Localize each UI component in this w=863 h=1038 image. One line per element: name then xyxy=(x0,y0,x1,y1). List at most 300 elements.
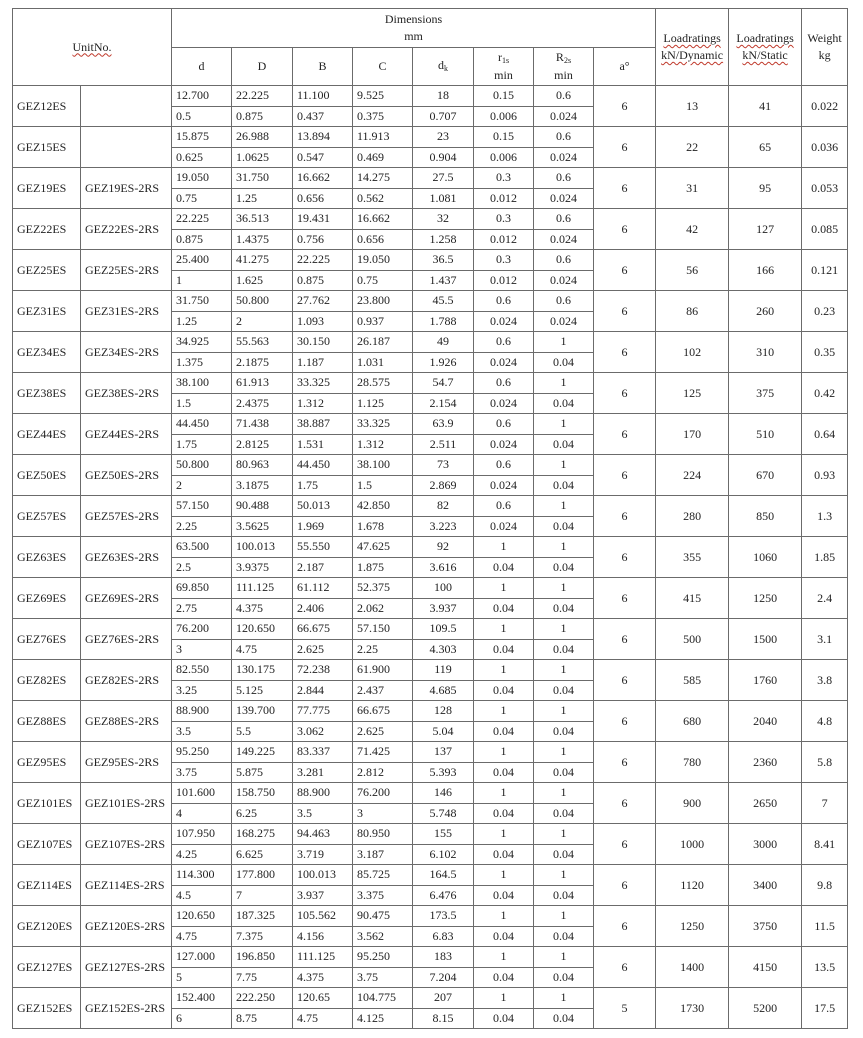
load-static-cell: 1760 xyxy=(729,660,802,701)
dim-r1s-inch-cell: 0.04 xyxy=(474,557,534,578)
dim-d-mm-cell: 31.750 xyxy=(172,291,232,312)
dim-dk-mm-cell: 155 xyxy=(413,824,474,845)
dim-B-mm-cell: 120.65 xyxy=(293,988,353,1009)
dim-C-inch-cell: 2.25 xyxy=(353,639,413,660)
load-dynamic-cell: 900 xyxy=(656,783,729,824)
dim-r1s-mm-cell: 1 xyxy=(474,578,534,599)
dim-dk-mm-cell: 27.5 xyxy=(413,168,474,189)
weight-cell: 1.85 xyxy=(802,537,848,578)
dim-d-inch-cell: 1.25 xyxy=(172,311,232,332)
angle-cell: 6 xyxy=(594,783,656,824)
weight-cell: 2.4 xyxy=(802,578,848,619)
dim-r1s-inch-cell: 0.04 xyxy=(474,680,534,701)
dim-B-mm-cell: 13.894 xyxy=(293,127,353,148)
dim-R2s-inch-cell: 0.04 xyxy=(534,1008,594,1029)
dim-C-mm-cell: 42.850 xyxy=(353,496,413,517)
table-row xyxy=(13,578,848,599)
dim-dk-mm-cell: 32 xyxy=(413,209,474,230)
header-loadratings-dynamic: Loadratings kN/Dynamic xyxy=(656,9,729,86)
dim-B-inch-cell: 2.625 xyxy=(293,639,353,660)
dim-d-inch-cell: 6 xyxy=(172,1008,232,1029)
angle-cell: 6 xyxy=(594,332,656,373)
table-row xyxy=(13,168,848,189)
load-static-cell: 1060 xyxy=(729,537,802,578)
angle-cell: 6 xyxy=(594,86,656,127)
dim-dk-inch-cell: 0.904 xyxy=(413,147,474,168)
dim-r1s-mm-cell: 0.6 xyxy=(474,373,534,394)
dim-B-inch-cell: 1.969 xyxy=(293,516,353,537)
dim-dk-mm-cell: 63.9 xyxy=(413,414,474,435)
unit-no-cell: GEZ120ES xyxy=(13,906,81,947)
load-static-cell: 3400 xyxy=(729,865,802,906)
dim-R2s-inch-cell: 0.04 xyxy=(534,844,594,865)
unit-no-cell: GEZ44ES xyxy=(13,414,81,455)
dim-D-mm-cell: 90.488 xyxy=(232,496,293,517)
dim-dk-mm-cell: 119 xyxy=(413,660,474,681)
unit-no-2rs-cell xyxy=(81,127,172,168)
dim-dk-inch-cell: 6.102 xyxy=(413,844,474,865)
dim-D-mm-cell: 55.563 xyxy=(232,332,293,353)
dim-r1s-inch-cell: 0.012 xyxy=(474,229,534,250)
load-dynamic-cell: 415 xyxy=(656,578,729,619)
dim-dk-mm-cell: 137 xyxy=(413,742,474,763)
dim-R2s-inch-cell: 0.04 xyxy=(534,352,594,373)
dim-r1s-mm-cell: 1 xyxy=(474,742,534,763)
dim-d-mm-cell: 76.200 xyxy=(172,619,232,640)
dim-dk-mm-cell: 207 xyxy=(413,988,474,1009)
dim-d-mm-cell: 152.400 xyxy=(172,988,232,1009)
angle-cell: 6 xyxy=(594,496,656,537)
header-col-angle: a° xyxy=(594,48,656,86)
dim-D-mm-cell: 50.800 xyxy=(232,291,293,312)
load-dynamic-cell: 1120 xyxy=(656,865,729,906)
dim-B-mm-cell: 44.450 xyxy=(293,455,353,476)
dim-B-mm-cell: 55.550 xyxy=(293,537,353,558)
load-static-cell: 95 xyxy=(729,168,802,209)
dim-R2s-mm-cell: 1 xyxy=(534,742,594,763)
table-row xyxy=(13,250,848,271)
dim-r1s-mm-cell: 0.3 xyxy=(474,250,534,271)
load-static-cell: 2650 xyxy=(729,783,802,824)
weight-cell: 0.036 xyxy=(802,127,848,168)
unit-no-2rs-cell: GEZ88ES-2RS xyxy=(81,701,172,742)
load-dynamic-cell: 31 xyxy=(656,168,729,209)
dim-C-mm-cell: 80.950 xyxy=(353,824,413,845)
dim-r1s-mm-cell: 1 xyxy=(474,865,534,886)
load-dynamic-cell: 680 xyxy=(656,701,729,742)
dim-R2s-inch-cell: 0.024 xyxy=(534,106,594,127)
angle-cell: 6 xyxy=(594,127,656,168)
table-row xyxy=(13,209,848,230)
dim-d-mm-cell: 34.925 xyxy=(172,332,232,353)
dim-r1s-mm-cell: 0.6 xyxy=(474,455,534,476)
unit-no-cell: GEZ95ES xyxy=(13,742,81,783)
dim-d-mm-cell: 44.450 xyxy=(172,414,232,435)
dim-dk-inch-cell: 1.258 xyxy=(413,229,474,250)
dim-d-inch-cell: 4.75 xyxy=(172,926,232,947)
dim-R2s-inch-cell: 0.04 xyxy=(534,598,594,619)
dim-B-mm-cell: 30.150 xyxy=(293,332,353,353)
unit-no-2rs-cell: GEZ76ES-2RS xyxy=(81,619,172,660)
dim-d-inch-cell: 0.5 xyxy=(172,106,232,127)
dim-R2s-mm-cell: 1 xyxy=(534,988,594,1009)
dim-C-inch-cell: 0.562 xyxy=(353,188,413,209)
dim-R2s-mm-cell: 1 xyxy=(534,373,594,394)
dim-B-inch-cell: 0.756 xyxy=(293,229,353,250)
dim-C-inch-cell: 4.125 xyxy=(353,1008,413,1029)
dim-dk-inch-cell: 4.303 xyxy=(413,639,474,660)
unit-no-2rs-cell: GEZ152ES-2RS xyxy=(81,988,172,1029)
weight-cell: 5.8 xyxy=(802,742,848,783)
unit-no-cell: GEZ76ES xyxy=(13,619,81,660)
weight-cell: 1.3 xyxy=(802,496,848,537)
load-static-cell: 3750 xyxy=(729,906,802,947)
dim-r1s-mm-cell: 1 xyxy=(474,824,534,845)
dim-dk-mm-cell: 92 xyxy=(413,537,474,558)
load-static-cell: 3000 xyxy=(729,824,802,865)
dim-C-mm-cell: 14.275 xyxy=(353,168,413,189)
table-row xyxy=(13,988,848,1009)
dim-r1s-mm-cell: 0.6 xyxy=(474,291,534,312)
header-col-dk: $d_k$ xyxy=(413,48,474,86)
dim-dk-mm-cell: 49 xyxy=(413,332,474,353)
unit-no-cell: GEZ50ES xyxy=(13,455,81,496)
unit-no-cell: GEZ19ES xyxy=(13,168,81,209)
dim-r1s-inch-cell: 0.04 xyxy=(474,967,534,988)
dim-D-inch-cell: 7.75 xyxy=(232,967,293,988)
dim-r1s-inch-cell: 0.024 xyxy=(474,311,534,332)
dim-D-inch-cell: 1.25 xyxy=(232,188,293,209)
dim-B-inch-cell: 3.937 xyxy=(293,885,353,906)
dim-R2s-mm-cell: 1 xyxy=(534,455,594,476)
unit-no-2rs-cell: GEZ107ES-2RS xyxy=(81,824,172,865)
dim-B-mm-cell: 33.325 xyxy=(293,373,353,394)
dim-d-mm-cell: 25.400 xyxy=(172,250,232,271)
dim-d-mm-cell: 82.550 xyxy=(172,660,232,681)
unit-no-2rs-cell: GEZ57ES-2RS xyxy=(81,496,172,537)
weight-cell: 0.23 xyxy=(802,291,848,332)
table-row xyxy=(13,947,848,968)
load-dynamic-cell: 42 xyxy=(656,209,729,250)
load-dynamic-cell: 355 xyxy=(656,537,729,578)
weight-cell: 3.1 xyxy=(802,619,848,660)
dim-R2s-inch-cell: 0.04 xyxy=(534,885,594,906)
unit-no-2rs-cell: GEZ63ES-2RS xyxy=(81,537,172,578)
load-static-cell: 510 xyxy=(729,414,802,455)
weight-cell: 17.5 xyxy=(802,988,848,1029)
dim-R2s-inch-cell: 0.04 xyxy=(534,516,594,537)
load-dynamic-cell: 102 xyxy=(656,332,729,373)
dim-d-mm-cell: 38.100 xyxy=(172,373,232,394)
dim-r1s-inch-cell: 0.04 xyxy=(474,598,534,619)
unit-no-cell: GEZ127ES xyxy=(13,947,81,988)
angle-cell: 5 xyxy=(594,988,656,1029)
dim-C-mm-cell: 95.250 xyxy=(353,947,413,968)
header-col-r1s: $r_{1s}$ min xyxy=(474,48,534,86)
dim-r1s-inch-cell: 0.04 xyxy=(474,803,534,824)
dim-r1s-mm-cell: 1 xyxy=(474,537,534,558)
dim-C-mm-cell: 90.475 xyxy=(353,906,413,927)
dim-D-mm-cell: 120.650 xyxy=(232,619,293,640)
dim-D-mm-cell: 111.125 xyxy=(232,578,293,599)
dim-d-inch-cell: 2.75 xyxy=(172,598,232,619)
dim-C-mm-cell: 38.100 xyxy=(353,455,413,476)
dim-B-inch-cell: 1.312 xyxy=(293,393,353,414)
load-dynamic-cell: 1730 xyxy=(656,988,729,1029)
load-static-cell: 1500 xyxy=(729,619,802,660)
table-row xyxy=(13,414,848,435)
dim-d-inch-cell: 3 xyxy=(172,639,232,660)
weight-cell: 0.085 xyxy=(802,209,848,250)
dim-r1s-inch-cell: 0.012 xyxy=(474,270,534,291)
load-static-cell: 2040 xyxy=(729,701,802,742)
dim-R2s-inch-cell: 0.04 xyxy=(534,557,594,578)
dim-C-mm-cell: 16.662 xyxy=(353,209,413,230)
dim-D-inch-cell: 4.75 xyxy=(232,639,293,660)
dim-R2s-inch-cell: 0.04 xyxy=(534,967,594,988)
unit-no-cell: GEZ107ES xyxy=(13,824,81,865)
dim-D-mm-cell: 22.225 xyxy=(232,86,293,107)
dim-r1s-inch-cell: 0.024 xyxy=(474,352,534,373)
table-row xyxy=(13,455,848,476)
dim-R2s-mm-cell: 1 xyxy=(534,783,594,804)
dim-r1s-inch-cell: 0.006 xyxy=(474,106,534,127)
dim-D-mm-cell: 139.700 xyxy=(232,701,293,722)
dim-d-mm-cell: 19.050 xyxy=(172,168,232,189)
load-dynamic-cell: 280 xyxy=(656,496,729,537)
dim-d-inch-cell: 0.625 xyxy=(172,147,232,168)
dim-dk-inch-cell: 1.081 xyxy=(413,188,474,209)
angle-cell: 6 xyxy=(594,455,656,496)
dim-d-inch-cell: 2.25 xyxy=(172,516,232,537)
unit-no-2rs-cell: GEZ22ES-2RS xyxy=(81,209,172,250)
dim-D-mm-cell: 187.325 xyxy=(232,906,293,927)
dim-dk-inch-cell: 2.154 xyxy=(413,393,474,414)
unit-no-2rs-cell: GEZ101ES-2RS xyxy=(81,783,172,824)
dim-dk-inch-cell: 2.511 xyxy=(413,434,474,455)
dim-dk-inch-cell: 5.748 xyxy=(413,803,474,824)
dim-r1s-mm-cell: 0.6 xyxy=(474,414,534,435)
dim-R2s-mm-cell: 1 xyxy=(534,332,594,353)
dim-d-mm-cell: 69.850 xyxy=(172,578,232,599)
dim-B-mm-cell: 88.900 xyxy=(293,783,353,804)
dim-r1s-inch-cell: 0.04 xyxy=(474,885,534,906)
dim-R2s-mm-cell: 0.6 xyxy=(534,127,594,148)
angle-cell: 6 xyxy=(594,701,656,742)
angle-cell: 6 xyxy=(594,250,656,291)
dim-D-mm-cell: 71.438 xyxy=(232,414,293,435)
dim-dk-inch-cell: 7.204 xyxy=(413,967,474,988)
dim-r1s-mm-cell: 0.6 xyxy=(474,332,534,353)
dim-B-mm-cell: 27.762 xyxy=(293,291,353,312)
dim-B-mm-cell: 66.675 xyxy=(293,619,353,640)
unit-no-2rs-cell: GEZ50ES-2RS xyxy=(81,455,172,496)
dim-d-inch-cell: 4.25 xyxy=(172,844,232,865)
unit-no-2rs-cell: GEZ95ES-2RS xyxy=(81,742,172,783)
dim-C-mm-cell: 33.325 xyxy=(353,414,413,435)
dim-dk-mm-cell: 146 xyxy=(413,783,474,804)
dim-C-inch-cell: 1.5 xyxy=(353,475,413,496)
table-row xyxy=(13,86,848,107)
dim-D-inch-cell: 6.25 xyxy=(232,803,293,824)
dim-R2s-inch-cell: 0.04 xyxy=(534,475,594,496)
weight-cell: 0.42 xyxy=(802,373,848,414)
dim-D-mm-cell: 36.513 xyxy=(232,209,293,230)
dim-B-mm-cell: 77.775 xyxy=(293,701,353,722)
dim-dk-inch-cell: 3.223 xyxy=(413,516,474,537)
dim-r1s-mm-cell: 1 xyxy=(474,988,534,1009)
dim-B-mm-cell: 19.431 xyxy=(293,209,353,230)
unit-no-cell: GEZ114ES xyxy=(13,865,81,906)
unit-no-2rs-cell: GEZ44ES-2RS xyxy=(81,414,172,455)
dim-r1s-mm-cell: 0.15 xyxy=(474,127,534,148)
load-dynamic-cell: 1000 xyxy=(656,824,729,865)
dim-D-inch-cell: 2 xyxy=(232,311,293,332)
dim-C-inch-cell: 3.375 xyxy=(353,885,413,906)
dim-R2s-mm-cell: 1 xyxy=(534,824,594,845)
dim-B-inch-cell: 1.75 xyxy=(293,475,353,496)
load-dynamic-cell: 500 xyxy=(656,619,729,660)
dim-R2s-inch-cell: 0.04 xyxy=(534,680,594,701)
angle-cell: 6 xyxy=(594,414,656,455)
dim-B-mm-cell: 94.463 xyxy=(293,824,353,845)
dim-D-mm-cell: 100.013 xyxy=(232,537,293,558)
table-row xyxy=(13,906,848,927)
dim-dk-mm-cell: 128 xyxy=(413,701,474,722)
unit-no-2rs-cell: GEZ38ES-2RS xyxy=(81,373,172,414)
dim-B-inch-cell: 2.187 xyxy=(293,557,353,578)
dim-C-inch-cell: 3.562 xyxy=(353,926,413,947)
dim-dk-mm-cell: 73 xyxy=(413,455,474,476)
dim-D-inch-cell: 1.4375 xyxy=(232,229,293,250)
dim-R2s-mm-cell: 1 xyxy=(534,947,594,968)
dim-R2s-inch-cell: 0.024 xyxy=(534,188,594,209)
dim-B-mm-cell: 61.112 xyxy=(293,578,353,599)
unit-no-2rs-cell: GEZ120ES-2RS xyxy=(81,906,172,947)
dim-D-mm-cell: 130.175 xyxy=(232,660,293,681)
dim-d-mm-cell: 95.250 xyxy=(172,742,232,763)
unit-no-2rs-cell: GEZ31ES-2RS xyxy=(81,291,172,332)
dim-R2s-mm-cell: 0.6 xyxy=(534,250,594,271)
dim-dk-mm-cell: 164.5 xyxy=(413,865,474,886)
unit-no-cell: GEZ82ES xyxy=(13,660,81,701)
dim-C-inch-cell: 0.75 xyxy=(353,270,413,291)
dim-R2s-mm-cell: 1 xyxy=(534,865,594,886)
table-row xyxy=(13,865,848,886)
dim-d-mm-cell: 107.950 xyxy=(172,824,232,845)
dim-C-mm-cell: 9.525 xyxy=(353,86,413,107)
dim-B-mm-cell: 50.013 xyxy=(293,496,353,517)
table-row xyxy=(13,660,848,681)
dim-dk-mm-cell: 18 xyxy=(413,86,474,107)
dim-B-inch-cell: 2.406 xyxy=(293,598,353,619)
dim-B-inch-cell: 0.656 xyxy=(293,188,353,209)
dim-D-inch-cell: 5.125 xyxy=(232,680,293,701)
dim-d-inch-cell: 3.5 xyxy=(172,721,232,742)
dim-D-inch-cell: 3.1875 xyxy=(232,475,293,496)
dim-B-inch-cell: 3.5 xyxy=(293,803,353,824)
dim-D-mm-cell: 158.750 xyxy=(232,783,293,804)
dim-C-mm-cell: 19.050 xyxy=(353,250,413,271)
unit-no-cell: GEZ34ES xyxy=(13,332,81,373)
unit-no-cell: GEZ38ES xyxy=(13,373,81,414)
dim-d-mm-cell: 88.900 xyxy=(172,701,232,722)
dim-C-mm-cell: 76.200 xyxy=(353,783,413,804)
dim-dk-inch-cell: 3.616 xyxy=(413,557,474,578)
dim-C-inch-cell: 3.187 xyxy=(353,844,413,865)
dim-r1s-inch-cell: 0.024 xyxy=(474,475,534,496)
dim-B-inch-cell: 0.437 xyxy=(293,106,353,127)
header-dimensions-unit: mm xyxy=(404,29,423,43)
dim-r1s-mm-cell: 1 xyxy=(474,701,534,722)
dim-R2s-mm-cell: 1 xyxy=(534,660,594,681)
table-row xyxy=(13,127,848,148)
load-static-cell: 4150 xyxy=(729,947,802,988)
dim-D-mm-cell: 26.988 xyxy=(232,127,293,148)
dim-C-inch-cell: 1.875 xyxy=(353,557,413,578)
dim-dk-inch-cell: 2.869 xyxy=(413,475,474,496)
load-static-cell: 2360 xyxy=(729,742,802,783)
dim-r1s-mm-cell: 0.15 xyxy=(474,86,534,107)
dim-r1s-mm-cell: 0.3 xyxy=(474,209,534,230)
dim-dk-inch-cell: 3.937 xyxy=(413,598,474,619)
dim-D-inch-cell: 6.625 xyxy=(232,844,293,865)
load-static-cell: 65 xyxy=(729,127,802,168)
dim-B-inch-cell: 3.281 xyxy=(293,762,353,783)
weight-cell: 0.053 xyxy=(802,168,848,209)
dim-r1s-inch-cell: 0.04 xyxy=(474,639,534,660)
dim-D-mm-cell: 177.800 xyxy=(232,865,293,886)
dim-dk-mm-cell: 100 xyxy=(413,578,474,599)
dim-R2s-mm-cell: 1 xyxy=(534,701,594,722)
dim-d-inch-cell: 4.5 xyxy=(172,885,232,906)
angle-cell: 6 xyxy=(594,660,656,701)
dim-d-mm-cell: 120.650 xyxy=(172,906,232,927)
dim-dk-mm-cell: 109.5 xyxy=(413,619,474,640)
header-col-R2s: $R_{2s}$ min xyxy=(534,48,594,86)
table-row xyxy=(13,742,848,763)
dim-C-inch-cell: 3 xyxy=(353,803,413,824)
dim-r1s-inch-cell: 0.024 xyxy=(474,393,534,414)
dim-dk-mm-cell: 45.5 xyxy=(413,291,474,312)
dim-r1s-inch-cell: 0.04 xyxy=(474,762,534,783)
load-static-cell: 670 xyxy=(729,455,802,496)
dim-D-inch-cell: 2.8125 xyxy=(232,434,293,455)
weight-cell: 4.8 xyxy=(802,701,848,742)
dim-d-inch-cell: 0.875 xyxy=(172,229,232,250)
table-body xyxy=(13,86,848,1029)
unit-no-2rs-cell xyxy=(81,86,172,127)
dim-dk-inch-cell: 1.788 xyxy=(413,311,474,332)
weight-cell: 0.022 xyxy=(802,86,848,127)
dim-C-mm-cell: 26.187 xyxy=(353,332,413,353)
angle-cell: 6 xyxy=(594,291,656,332)
dim-C-inch-cell: 0.375 xyxy=(353,106,413,127)
dim-d-mm-cell: 22.225 xyxy=(172,209,232,230)
dim-D-inch-cell: 2.4375 xyxy=(232,393,293,414)
dim-R2s-inch-cell: 0.04 xyxy=(534,926,594,947)
table-row xyxy=(13,496,848,517)
unit-no-cell: GEZ152ES xyxy=(13,988,81,1029)
dim-B-mm-cell: 100.013 xyxy=(293,865,353,886)
dim-C-mm-cell: 23.800 xyxy=(353,291,413,312)
dim-d-inch-cell: 2.5 xyxy=(172,557,232,578)
dim-r1s-inch-cell: 0.024 xyxy=(474,434,534,455)
dim-R2s-inch-cell: 0.024 xyxy=(534,147,594,168)
dim-R2s-mm-cell: 1 xyxy=(534,537,594,558)
dim-r1s-mm-cell: 0.6 xyxy=(474,496,534,517)
dim-dk-inch-cell: 1.926 xyxy=(413,352,474,373)
